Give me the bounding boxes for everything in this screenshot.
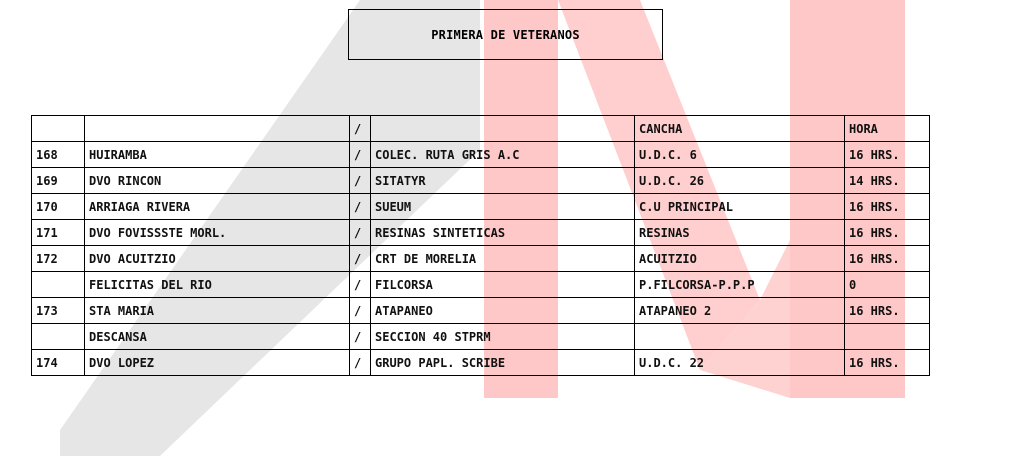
cell-away: SECCION 40 STPRM [371,324,635,350]
cell-time: 0 [845,272,930,298]
cell-away: ATAPANEO [371,298,635,324]
cell-home: DVO RINCON [85,168,350,194]
cell-num: 174 [32,350,85,376]
cell-away: COLEC. RUTA GRIS A.C [371,142,635,168]
cell-time [845,324,930,350]
cell-time: 16 HRS. [845,298,930,324]
cell-separator: / [350,168,371,194]
table-row [32,324,930,350]
table-row [32,246,930,272]
table-header-row [32,116,930,142]
cell-separator: / [350,272,371,298]
cell-time: 16 HRS. [845,220,930,246]
table-row [32,194,930,220]
cell-field: U.D.C. 6 [635,142,845,168]
cell-num: 173 [32,298,85,324]
cell-time: 16 HRS. [845,350,930,376]
cell-home: DVO FOVISSSTE MORL. [85,220,350,246]
cell-home: DESCANSA [85,324,350,350]
cell-time: 14 HRS. [845,168,930,194]
cell-home: DVO LOPEZ [85,350,350,376]
cell-home: FELICITAS DEL RIO [85,272,350,298]
cell-field: C.U PRINCIPAL [635,194,845,220]
cell-time: 16 HRS. [845,246,930,272]
cell-field: ACUITZIO [635,246,845,272]
header-separator: / [350,116,371,142]
table-row [32,142,930,168]
header-away [371,116,635,142]
cell-away: CRT DE MORELIA [371,246,635,272]
cell-home: ARRIAGA RIVERA [85,194,350,220]
cell-num [32,324,85,350]
header-home [85,116,350,142]
table-row [32,168,930,194]
schedule-table [31,115,930,376]
table-row [32,298,930,324]
cell-away: SITATYR [371,168,635,194]
cell-field [635,324,845,350]
cell-field: U.D.C. 26 [635,168,845,194]
cell-separator: / [350,324,371,350]
cell-field: ATAPANEO 2 [635,298,845,324]
cell-separator: / [350,142,371,168]
cell-num: 171 [32,220,85,246]
cell-time: 16 HRS. [845,194,930,220]
cell-num: 172 [32,246,85,272]
cell-away: SUEUM [371,194,635,220]
cell-field: P.FILCORSA-P.P.P [635,272,845,298]
cell-field: RESINAS [635,220,845,246]
cell-home: STA MARIA [85,298,350,324]
cell-num: 170 [32,194,85,220]
header-num [32,116,85,142]
table-row [32,220,930,246]
cell-away: FILCORSA [371,272,635,298]
table-row [32,272,930,298]
cell-away: GRUPO PAPL. SCRIBE [371,350,635,376]
cell-separator: / [350,298,371,324]
header-field: CANCHA [635,116,845,142]
table-row [32,350,930,376]
page-title: PRIMERA DE VETERANOS [348,9,663,60]
cell-num: 168 [32,142,85,168]
cell-separator: / [350,194,371,220]
cell-separator: / [350,246,371,272]
cell-separator: / [350,220,371,246]
cell-num [32,272,85,298]
cell-num: 169 [32,168,85,194]
cell-home: HUIRAMBA [85,142,350,168]
cell-away: RESINAS SINTETICAS [371,220,635,246]
cell-separator: / [350,350,371,376]
header-time: HORA [845,116,930,142]
cell-time: 16 HRS. [845,142,930,168]
cell-home: DVO ACUITZIO [85,246,350,272]
cell-field: U.D.C. 22 [635,350,845,376]
